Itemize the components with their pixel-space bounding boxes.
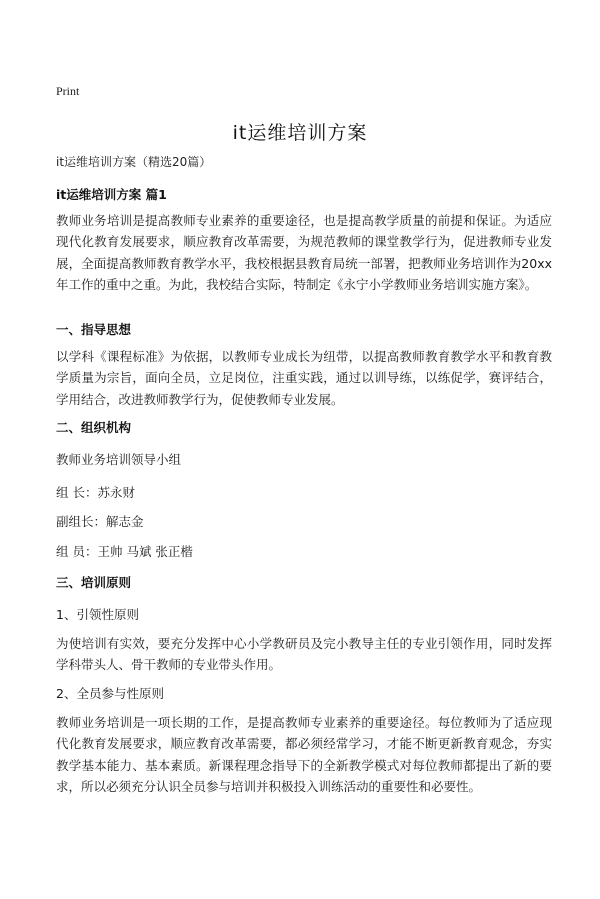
document-title: it运维培训方案 <box>232 122 368 144</box>
section-training-principles-title: 三、培训原则 <box>56 575 132 590</box>
principle-participation-title: 2、全员参与性原则 <box>56 686 164 701</box>
principle-leading-body: 为使培训有实效，要充分发挥中心小学教研员及完小教导主任的专业引领作用，同时发挥学科带头人、骨干教师的专业带头作用。 <box>56 636 552 673</box>
principle-participation-body: 教师业务培训是一项长期的工作，是提高教师专业素养的重要途径。每位教师为了适应现代化教育发展要求，顺应教育改革需要，都必须经常学习，才能不断更新教育观念，夯实教学基本能力、基本素质。新课程理念指导下的全新教学模式对每位教师都提出了新的要求，所以必须充分认识全员参与培训并积极投入训练活动的重要性和必要性。 <box>56 715 552 795</box>
group-leader: 组 长：苏永财 <box>56 485 135 500</box>
group-deputy: 副组长：解志金 <box>56 514 144 529</box>
intro-paragraph: 教师业务培训是提高教师专业素养的重要途径，也是提高教学质量的前提和保证。为适应现代化教育发展要求，顺应教育改革需要，为规范教师的课堂教学行为，促进教师专业发展，全面提高教师教育教学水平，我校根据县教育局统一部署，把教师业务培训作为20xx年工作的重中之重。为此，我校结合实际，特制定《永宁小学教师业务培训实施方案》。 <box>56 213 552 293</box>
article-heading: it运维培训方案 篇1 <box>56 187 167 202</box>
principle-leading-title: 1、引领性原则 <box>56 607 139 622</box>
section-organization-title: 二、组织机构 <box>56 420 132 435</box>
document-subtitle: it运维培训方案（精选20篇） <box>56 155 212 169</box>
section-guiding-ideology-title: 一、指导思想 <box>56 322 132 337</box>
leadership-group-name: 教师业务培训领导小组 <box>56 452 182 467</box>
section-guiding-ideology-body: 以学科《课程标准》为依据，以教师专业成长为纽带，以提高教师教育教学水平和教育教学质量为宗旨，面向全员，立足岗位，注重实践，通过以训导练，以练促学，赛评结合，学用结合，改进教师教学行为，促使教师专业发展。 <box>56 349 552 407</box>
group-members: 组 员：王帅 马斌 张正楷 <box>56 544 193 559</box>
print-label[interactable]: Print <box>56 84 80 98</box>
